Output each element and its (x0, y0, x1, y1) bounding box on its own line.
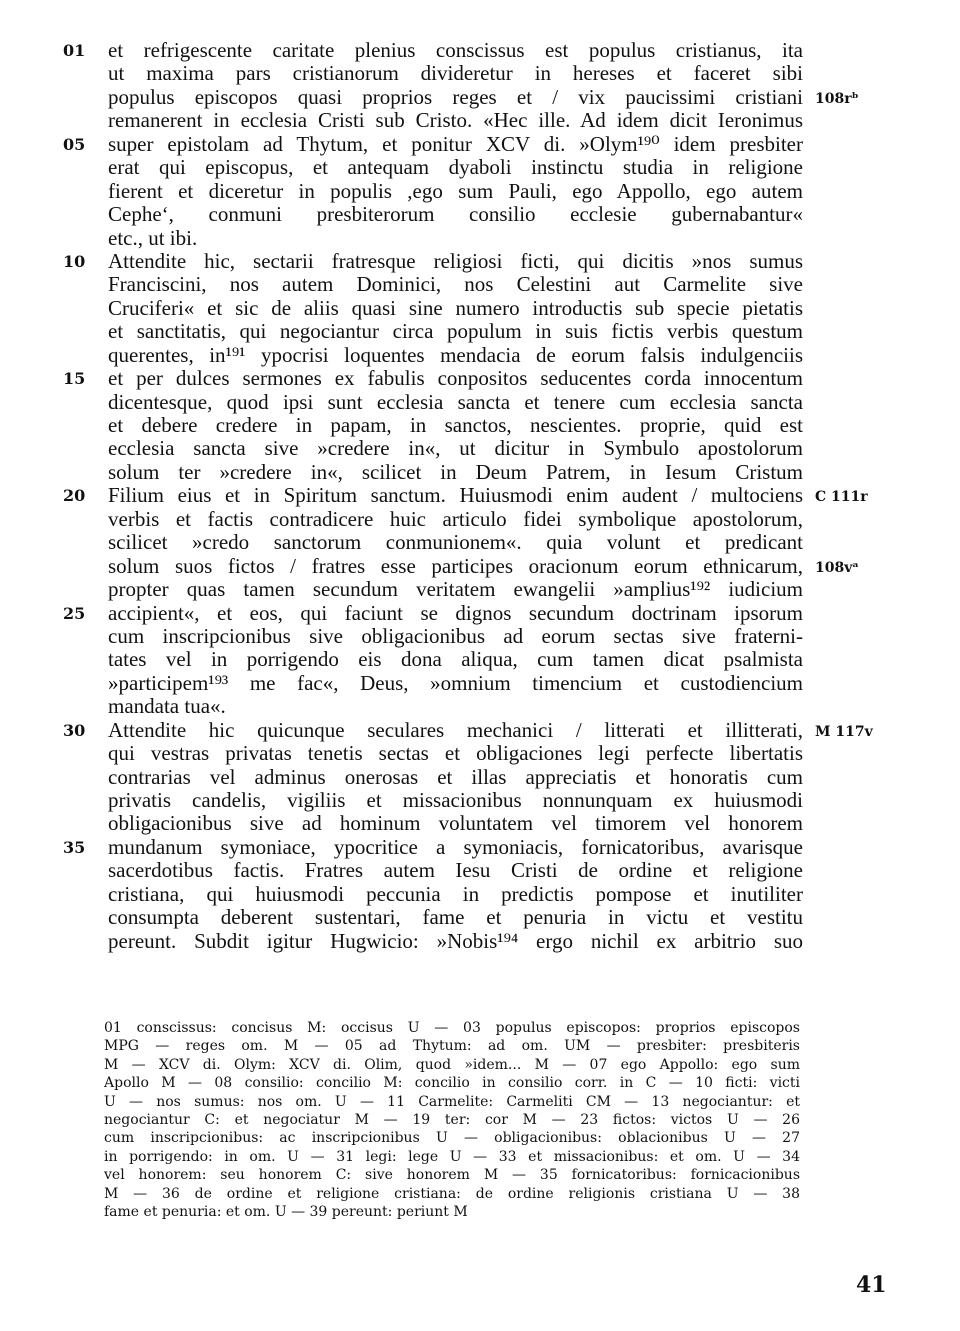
line-text: mandata tua«. (108, 694, 226, 719)
line-text: obligacionibus sive ad hominum voluntatem vel timorem vel honorem (108, 811, 803, 836)
line-text: super epistolam ad Thytum, et ponitur XCV di. »Olym¹⁹⁰ idem presbiter (108, 131, 803, 156)
line-number: 20 (63, 486, 86, 506)
line-text: Franciscini, nos autem Dominici, nos Celestini aut Carmelite sive (108, 272, 803, 297)
line-number: 35 (63, 837, 86, 857)
text-line (108, 789, 803, 812)
text-line (63, 483, 868, 508)
text-line (108, 344, 803, 367)
text-line (108, 84, 859, 109)
folio-marker: M 117v (815, 723, 873, 740)
apparatus-text: Apollo M — 08 consilio: concilio M: concilio in consilio corr. in C — 10 ficti: victi (104, 1075, 800, 1092)
text-line (108, 273, 803, 296)
line-number: 30 (63, 720, 86, 740)
apparatus-text: M — XCV di. Olym: XCV di. Olim, quod »idem... M — 07 ego Appollo: ego sum (104, 1056, 800, 1073)
line-text: et sanctitatis, qui negociantur circa populum in suis fictis verbis questum (108, 319, 803, 344)
text-line (108, 695, 803, 718)
line-text: Attendite hic quicunque seculares mechanici / litterati et illitterati, (108, 717, 803, 742)
line-text: verbis et factis contradicere huic articulo fidei symbolique apostolorum, (108, 506, 803, 531)
line-text: cristiana, qui huiusmodi peccunia in predictis pompose et inutiliter (108, 881, 803, 906)
text-line (63, 834, 803, 859)
apparatus-text: M — 36 de ordine et religione cristiana: de ordine religionis cristiana U — 38 (104, 1185, 800, 1202)
text-line (63, 38, 803, 62)
line-text: privatis candelis, vigiliis et missacionibus nonnunquam ex huiusmodi (108, 788, 803, 812)
apparatus-line (104, 1129, 800, 1147)
line-text: »participem¹⁹³ me fac«, Deus, »omnium timencium et custodiencium (108, 670, 803, 695)
text-line (108, 437, 803, 460)
text-line (63, 248, 803, 273)
line-text: consumpta deberent sustentari, fame et penuria in victu et vestitu (108, 905, 803, 930)
line-text: propter quas tamen secundum veritatem ewangelii »amplius¹⁹² iudicium (108, 577, 803, 602)
text-line (108, 648, 803, 671)
text-line (108, 156, 803, 179)
critical-apparatus (104, 1019, 800, 1221)
apparatus-text: vel honorem: seu honorem C: sive honorem M — 35 fornicatoribus: fornicacionibus (104, 1167, 800, 1184)
line-text: solum ter »credere in«, scilicet in Deum Patrem, in Iesum Cristum (108, 459, 803, 484)
text-line (108, 297, 803, 320)
line-text: et refrigescente caritate plenius conscissus est populus cristianus, ita (108, 38, 803, 62)
text-line (108, 625, 803, 648)
text-line (108, 906, 803, 929)
apparatus-line (104, 1203, 800, 1221)
line-text: solum suos fictos / fratres esse participes oracionum eorum ethnicarum, (108, 553, 803, 578)
line-text: fierent et diceretur in populis ,ego sum Pauli, ego Appollo, ego autem (108, 178, 803, 203)
text-line (108, 672, 803, 695)
line-text: contrarias vel adminus onerosas et illas appreciatis et honoratis cum (108, 764, 803, 789)
line-text: tates vel in porrigendo eis dona aliqua, cum tamen dicat psalmista (108, 647, 803, 672)
text-line (108, 531, 803, 554)
line-text: et per dulces sermones ex fabulis conpositos seducentes corda innocentum (108, 366, 803, 391)
text-line (108, 203, 803, 226)
line-text: qui vestras privatas tenetis sectas et obligaciones legi perfecte libertatis (108, 741, 803, 766)
text-line (108, 227, 803, 250)
line-text: sacerdotibus factis. Fratres autem Iesu Cristi de ordine et religione (108, 858, 803, 883)
text-line (108, 742, 803, 765)
text-line (108, 180, 803, 203)
line-text: ut maxima pars cristianorum divideretur in hereses et faceret sibi (108, 61, 803, 86)
line-text: querentes, in¹⁹¹ ypocrisi loquentes mendacia de eorum falsis indulgenciis (108, 342, 803, 367)
text-line (63, 131, 803, 156)
apparatus-line (104, 1037, 800, 1055)
folio-marker: C 111r (815, 489, 868, 506)
line-text: Filium eius et in Spiritum sanctum. Huiusmodi enim audent / multociens (108, 483, 803, 508)
text-line (108, 62, 803, 85)
text-line (108, 414, 803, 437)
apparatus-text: negociantur C: et negociatur M — 19 ter: cor M — 23 fictos: victos U — 26 (104, 1111, 800, 1128)
text-line (108, 461, 803, 484)
line-text: cum inscripcionibus sive obligacionibus ad eorum sectas sive fraterni- (108, 623, 803, 648)
apparatus-text: in porrigendo: in om. U — 31 legi: lege U — 33 et missacionibus: et om. U — 34 (104, 1148, 800, 1165)
line-text: scilicet »credo sanctorum conmunionem«. quia volunt et predicant (108, 530, 803, 555)
page-number: 41 (856, 1272, 887, 1298)
apparatus-text: fame et penuria: et om. U — 39 pereunt: periunt M (104, 1203, 468, 1220)
text-line (108, 109, 803, 132)
line-text: accipient«, et eos, qui faciunt se dignos secundum doctrinam ipsorum (108, 600, 803, 625)
apparatus-line (104, 1074, 800, 1092)
folio-marker: 108rᵇ (815, 90, 859, 107)
apparatus-line (104, 1166, 800, 1184)
text-line (63, 366, 803, 391)
line-text: Cephe‘, conmuni presbiterorum consilio ecclesie gubernabantur« (108, 202, 803, 227)
line-text: et debere credere in papam, in sanctos, nescientes. proprie, quid est (108, 413, 803, 437)
text-line (108, 883, 803, 906)
apparatus-line (104, 1185, 800, 1203)
line-text: ecclesia sancta sive »credere in«, ut dicitur in Symbulo apostolorum (108, 436, 803, 461)
line-text: remanerent in ecclesia Cristi sub Cristo. «Hec ille. Ad idem dicit Ieronimus (108, 108, 803, 133)
text-line (63, 600, 803, 625)
apparatus-line (104, 1019, 800, 1037)
line-text: Cruciferi« et sic de aliis quasi sine numero introductis sub specie pietatis (108, 295, 803, 320)
text-line (108, 812, 803, 835)
main-text (63, 38, 873, 953)
line-text: Attendite hic, sectarii fratresque religiosi ficti, qui dicitis »nos sumus (108, 248, 803, 273)
apparatus-line (104, 1148, 800, 1166)
line-number: 25 (63, 603, 86, 623)
text-line (108, 859, 803, 882)
text-line (108, 766, 803, 789)
text-line (108, 320, 803, 343)
line-text: dicentesque, quod ipsi sunt ecclesia sancta et tenere cum ecclesia sancta (108, 389, 803, 414)
line-text: pereunt. Subdit igitur Hugwicio: »Nobis¹⁹⁴ ergo nichil ex arbitrio suo (108, 928, 803, 953)
line-text: etc., ut ibi. (108, 225, 198, 250)
text-line (108, 508, 803, 531)
apparatus-line (104, 1056, 800, 1074)
apparatus-text: 01 conscissus: concisus M: occisus U — 03 populus episcopos: proprios episcopos (104, 1020, 800, 1036)
line-number: 15 (63, 369, 86, 389)
line-text: erat qui episcopus, et antequam dyaboli instinctu studia in religione (108, 155, 803, 180)
line-text: populus episcopos quasi proprios reges et / vix paucissimi cristiani (108, 84, 803, 109)
folio-marker: 108vᵃ (815, 559, 859, 576)
apparatus-line (104, 1093, 800, 1111)
line-number: 05 (63, 134, 86, 154)
apparatus-text: MPG — reges om. M — 05 ad Thytum: ad om. UM — presbiter: presbiteris (104, 1038, 800, 1055)
line-number: 01 (63, 41, 86, 60)
apparatus-text: U — nos sumus: nos om. U — 11 Carmelite: Carmeliti CM — 13 negociantur: et (104, 1093, 800, 1110)
line-number: 10 (63, 251, 86, 271)
text-line (108, 930, 803, 953)
text-line (108, 391, 803, 414)
text-line (108, 553, 859, 578)
text-line (108, 578, 803, 601)
apparatus-text: cum inscripcionibus: ac inscripcionibus U — obligacionibus: oblacionibus U — 27 (104, 1130, 800, 1147)
text-line (63, 717, 873, 742)
apparatus-line (104, 1111, 800, 1129)
line-text: mundanum symoniace, ypocritice a symoniacis, fornicatoribus, avarisque (108, 834, 803, 859)
